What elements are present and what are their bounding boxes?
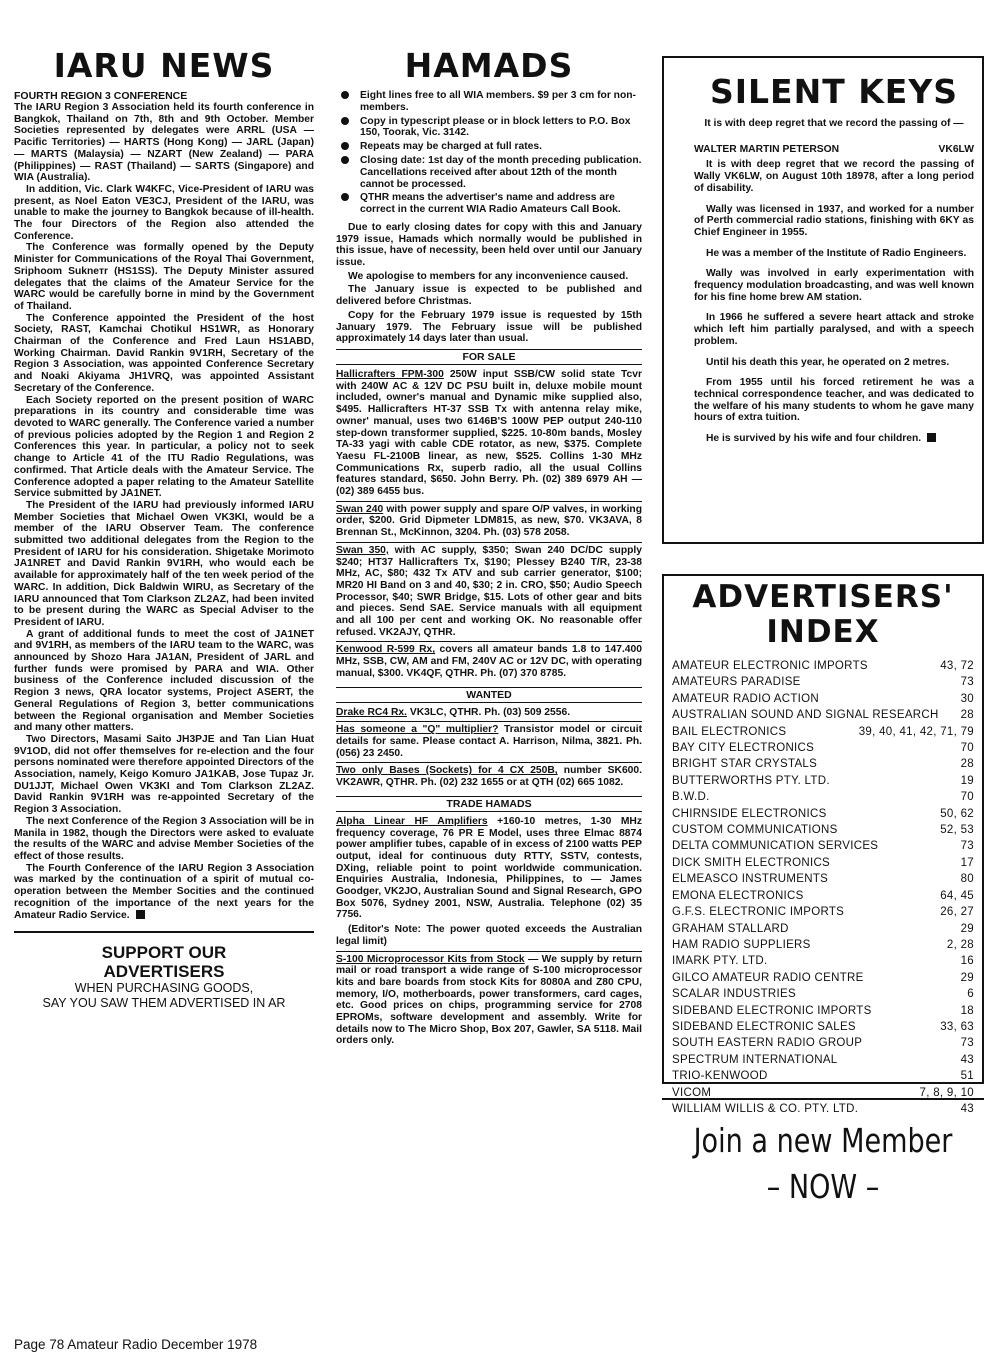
silent-keys-box xyxy=(662,56,984,544)
advertiser-row xyxy=(672,756,974,772)
bullet-icon xyxy=(341,156,349,164)
advertiser-pages: 80 xyxy=(960,873,974,886)
advertiser-name: SOUTH EASTERN RADIO GROUP xyxy=(672,1037,863,1050)
advertiser-name: GRAHAM STALLARD xyxy=(672,922,789,935)
right-column xyxy=(662,56,984,1210)
hamads-rule-text: QTHR means the advertiser's name and address are correct in the current WIA Radio Amateurs Call Book. xyxy=(360,192,621,216)
bullet-icon xyxy=(341,193,349,201)
obituary-paragraph: Wally was licensed in 1937, and worked for a number of Perth commercial radio stations, finishing with 6KY as Chief Engineer in 1955. xyxy=(694,203,974,238)
advertiser-name: AMATEUR ELECTRONIC IMPORTS xyxy=(672,660,868,672)
advertisers-list xyxy=(672,658,974,1117)
advertiser-pages: 6 xyxy=(967,988,974,1001)
advertiser-row xyxy=(672,740,974,756)
hamads-heading: HAMADS xyxy=(404,46,574,85)
hamads-notice: Due to early closing dates for copy with this and January 1979 issue, Hamads which normally would be published in this issue, have of necessity, been held over until our January issue. xyxy=(336,221,642,269)
classified-ad xyxy=(336,501,642,542)
advertiser-pages: 70 xyxy=(960,791,974,804)
join-member-banner xyxy=(691,1118,955,1210)
bullet-icon xyxy=(341,117,349,125)
advertiser-name: IMARK PTY. LTD. xyxy=(672,955,768,968)
advertiser-row xyxy=(672,691,974,707)
advertiser-pages: 18 xyxy=(960,1004,974,1017)
page-footer: Page 78 Amateur Radio December 1978 xyxy=(14,1337,258,1352)
advertiser-pages: 70 xyxy=(960,742,974,755)
advertiser-row xyxy=(672,871,974,887)
advertiser-name: AUSTRALIAN SOUND AND SIGNAL RESEARCH xyxy=(672,709,939,722)
wanted-header: WANTED xyxy=(336,687,642,703)
advertiser-name: SPECTRUM INTERNATIONAL xyxy=(672,1053,838,1066)
advertiser-row xyxy=(672,838,974,854)
ad-lead: Hallicrafters FPM-300 xyxy=(336,369,444,380)
advertiser-name: DICK SMITH ELECTRONICS xyxy=(672,856,831,869)
end-of-article-mark xyxy=(927,433,936,442)
obituary-name-row xyxy=(694,144,974,156)
advertiser-pages: 29 xyxy=(960,922,974,935)
advertiser-row xyxy=(672,937,974,953)
advertiser-name: SIDEBAND ELECTRONIC IMPORTS xyxy=(672,1004,872,1017)
iaru-paragraph: The Fourth Conference of the IARU Region 3 Association was marked by the continuation of a spirit of mutual co-operation between the Member Socities and the continued recognition of the importance of the next years for the Amateur Radio Service. xyxy=(14,862,314,921)
advertiser-pages: 29 xyxy=(960,971,974,984)
obituary-paragraph: It is with deep regret that we record the passing of Wally VK6LW, on August 10th 18978, after a long period of disability. xyxy=(694,159,974,194)
ad-lead: Kenwood R-599 Rx, xyxy=(336,644,436,656)
hamads-notices xyxy=(336,222,642,345)
ad-text: — We supply by return mail or road transport a wide range of S-100 microprocessor kits and bare boards from stock Kits for 8080A and Z80 CPU, memory, I/O, motherboards, power transformers, card cages, etc. Good prices on chips, programming service for 2708 EPROMs, software development and assembly. Write for details now to The Micro Shop, Box 207, Gawler, SA 5118. Mail orders only. xyxy=(336,953,642,1047)
end-of-article-mark xyxy=(136,910,145,919)
advertiser-row xyxy=(672,1035,974,1051)
advertiser-row xyxy=(672,904,974,920)
bullet-icon xyxy=(341,142,349,150)
advertiser-name: BRIGHT STAR CRYSTALS xyxy=(672,758,818,771)
classified-ad xyxy=(336,814,642,924)
classified-ad xyxy=(336,705,642,722)
advertiser-row xyxy=(672,1019,974,1035)
hamads-rule-item xyxy=(336,116,642,140)
hamads-rule-text: Eight lines free to all WIA members. $9 per 3 cm for non-members. xyxy=(360,90,636,113)
iaru-paragraph: The Conference was formally opened by the Deputy Minister for Communications of the Royal Thai Government, Sriphoom Sukneтr (HS1SS). The Deputy Minister assured delegates that the claims of the Amateur Service for the WARC would be carefully borne in mind by the Government of Thailand. xyxy=(14,242,314,312)
advertiser-pages: 73 xyxy=(960,1037,974,1050)
join-line-2: – NOW – xyxy=(766,1167,880,1206)
advertiser-row xyxy=(672,1068,974,1084)
classified-ad xyxy=(336,721,642,762)
advertiser-row xyxy=(672,986,974,1002)
iaru-paragraph: In addition, Vic. Clark W4KFC, Vice-President of IARU was present, as Noel Eaton VE3CJ, President of the IARU, was unable to make the journey to Bangkok because of ill-health. The four Directors of the Region also attended the Conference. xyxy=(14,183,314,242)
editors-note: (Editor's Note: The power quoted exceeds the Australian legal limit) xyxy=(336,924,642,947)
ad-text: Transistor model or circuit details for same. Please contact A. Harrison, Nilma, 3821. Ph. (056) 23 2450. xyxy=(336,724,643,759)
advertiser-row xyxy=(672,1003,974,1019)
obituary-paragraph: Wally was involved in early experimentation with frequency modulation broadcasting, and was well known for his fine home brew AM station. xyxy=(694,268,974,303)
advertiser-row xyxy=(672,921,974,937)
iaru-article-body xyxy=(14,102,314,921)
hamads-column xyxy=(336,48,642,1050)
advertiser-name: AMATEURS PARADISE xyxy=(672,676,801,689)
ad-text: covers all amateur bands 1.8 to 147.400 MHz, SSB, CW, AM and FM, 240V AC or 12V DC, with operating manual, $300. VK4QF, QTHR. Ph. (07) 370 8785. xyxy=(336,644,642,679)
hamads-rule-item xyxy=(336,141,642,153)
advertiser-pages: 50, 62 xyxy=(940,807,974,820)
advertiser-pages: 51 xyxy=(960,1070,974,1083)
advertiser-pages: 16 xyxy=(960,955,974,968)
hamads-rule-item xyxy=(336,155,642,190)
advertiser-row xyxy=(672,888,974,904)
advertiser-row xyxy=(672,1101,974,1117)
hamads-notice: Copy for the February 1979 issue is requested by 15th January 1979. The February issue will be published approximately 14 days later than usual. xyxy=(336,309,642,345)
advertiser-row xyxy=(672,970,974,986)
advertiser-name: EMONA ELECTRONICS xyxy=(672,889,804,902)
ad-lead: Swan 350, xyxy=(336,544,389,556)
advertisers-heading-line-1: ADVERTISERS' xyxy=(692,579,954,615)
advertiser-name: BUTTERWORTHS PTY. LTD. xyxy=(672,774,830,787)
advertiser-pages: 52, 53 xyxy=(940,824,974,837)
silent-keys-heading: SILENT KEYS xyxy=(709,72,958,111)
ad-text: 250W input SSB/CW solid state Tcvr with 240W AC & 12V DC PSU built in, deluxe mobile mount included, owner's manual and Dynamic mike supplied also, $495. Hallicrafters HT-37 SSB Tx with antenna relay mike, owner' manual, uses two 6146B'S 100W PEP output 240-110 step-down transformer supplied, $225. 10-80m bands, Mosley TA-33 yagi with cable CDE rotator, as new, $375. Complete Yaesu FL-2100B linear, as new, $525. Collins 1-30 MHz Communications Rx, superb radio, all the usual Collins features standard, $650. John Berry. Ph. (02) 389 6979 AH — (02) 389 6455 bus. xyxy=(336,369,642,498)
iaru-news-column xyxy=(14,48,314,1011)
for-sale-header: FOR SALE xyxy=(336,349,642,365)
ad-text: number SK600. VK2AWR, QTHR. Ph. (02) 232 1655 or at QTH (02) 665 1082. xyxy=(336,765,642,789)
iaru-paragraph: The IARU Region 3 Association held its fourth conference in Bangkok, Thailand on 7th, 8th and 9th October. Member Societies represented by delegates were ARRL (USA — Pacific Territories) — HARTS (Hong Kong) — JARL (Japan) — MARTS (Malaysia) — NZART (New Zealand) — PARA (Philippines) — RAST (Thailand) — SARTS (Singapore) and WIA (Australia). xyxy=(14,102,314,184)
ad-text: VK3LC, QTHR. Ph. (03) 509 2556. xyxy=(406,706,571,718)
advertiser-row xyxy=(672,773,974,789)
advertiser-row xyxy=(672,1052,974,1068)
support-line-4: SAY YOU SAW THEM ADVERTISED IN AR xyxy=(42,996,286,1011)
join-line-1: Join a new Member xyxy=(693,1121,953,1160)
divider xyxy=(14,931,314,933)
advertiser-name: GILCO AMATEUR RADIO CENTRE xyxy=(672,971,864,984)
wanted-list xyxy=(336,705,642,792)
iaru-paragraph: Two Directors, Masami Saito JH3PJE and Tan Lian Huat 9V1OD, did not offer themselves for re-election and the four persons nominated were therefore appointed Directors of the Association, namely, Keigo Komuro JA1KAB, Jose Tupaz Jr. DU1JJT, Michael Owen VK3KI and Tom Clarkson ZL2AZ. David Rankin 9V1RH was re-appointed Secretary of the Region 3 Association. xyxy=(14,733,314,816)
advertiser-row xyxy=(672,855,974,871)
classified-ad xyxy=(336,367,642,501)
advertiser-row xyxy=(672,822,974,838)
classified-ad xyxy=(336,542,642,642)
ad-text: with AC supply, $350; Swan 240 DC/DC supply $240; HT37 Hallicrafters Tx, $190; Plessey B240 T/R, 23-38 MHz, AC, $80; 432 Tx ATV and sub carrier generator, $100; MR20 HI Band on 3 and 40, $30; 2 in. CRO, $50; Audio Speech Processor, $40; SWR Bridge, $15. Lots of other gear and bits and pieces. Send SAE. Service manuals with all equipment and all 100 per cent and working OK. No reasonable offer refused. VK2AJY, QTHR. xyxy=(336,544,643,638)
ad-text: +160-10 metres, 1-30 MHz frequency coverage, 76 PR E Model, uses three Elmac 8874 power amplifier tubes, capable of in excess of 2100 watts PEP output, ideal for continuous duty RTTY, SSTV, contests, DXing, reliable point to point worldwide communication. Enquiries Australia, Indonesia, Philippines, to — James Goodger, VK2JO, Australian Sound and Signal Research, GPO Box 5076, Sydney 2001, NSW, Australia. Telephone (02) 35 7756. xyxy=(336,815,642,921)
advertiser-row xyxy=(672,707,974,723)
bullet-icon xyxy=(341,91,349,99)
advertiser-row xyxy=(672,953,974,969)
support-line-1: SUPPORT OUR xyxy=(101,943,227,963)
advertiser-name: TRIO-KENWOOD xyxy=(672,1070,768,1083)
advertiser-pages: 64, 45 xyxy=(940,889,974,902)
advertiser-name: CHIRNSIDE ELECTRONICS xyxy=(672,807,827,820)
advertiser-name: DELTA COMMUNICATION SERVICES xyxy=(672,840,879,853)
iaru-paragraph: The next Conference of the Region 3 Association will be in Manila in 1982, though the Directors were asked to evaluate the results of the WARC and advise Member Societies of the effect of those results. xyxy=(14,815,314,862)
silent-keys-intro: It is with deep regret that we record the passing of — xyxy=(704,118,964,129)
obituary-paragraph: From 1955 until his forced retirement he was a technical correspondence teacher, and was dedicated to the welfare of his many students to whom he gave many hours of extra tuition. xyxy=(694,377,974,424)
obituary-paragraph: Until his death this year, he operated on 2 metres. xyxy=(706,356,950,368)
obituary-paragraph: In 1966 he suffered a severe heart attack and stroke which left him partially paralysed, and with a speech problem. xyxy=(694,312,974,347)
classified-ad xyxy=(336,641,642,682)
advertiser-pages: 33, 63 xyxy=(940,1020,974,1033)
advertiser-pages: 30 xyxy=(960,692,974,705)
trade-hamads-header: TRADE HAMADS xyxy=(336,796,642,812)
obituary-paragraph: He was a member of the Institute of Radio Engineers. xyxy=(706,247,967,259)
advertiser-name: BAIL ELECTRONICS xyxy=(672,725,787,738)
advertiser-pages: 2, 28 xyxy=(946,938,974,951)
iaru-news-heading: IARU NEWS xyxy=(53,46,275,85)
advertiser-pages: 17 xyxy=(960,856,974,869)
advertiser-row xyxy=(672,658,974,674)
advertiser-name: ELMEASCO INSTRUMENTS xyxy=(672,873,829,886)
iaru-subheading: FOURTH REGION 3 CONFERENCE xyxy=(14,90,188,102)
ad-lead: Swan 240 xyxy=(336,503,384,515)
hamads-rule-item xyxy=(336,90,642,114)
advertiser-name: SIDEBAND ELECTRONIC SALES xyxy=(672,1020,856,1033)
iaru-paragraph: The President of the IARU had previously informed IARU Member Societies that Michael Owen VK3KI, would be a member of the IARU Observer Team. The conference submitted two additional delegates from the Region to the President of IARU for his consideration. Shigetake Morimoto JA1NRET and David Rankin 9V1RH, who would each be available for approximately half of the ten week period of the WARC. In addition, Dick Baldwin WIRU, as Secretary of the IARU announced that Tom Clarkson ZL2AZ, had been invited to be present during the WARC as Special Adviser to the President of IARU. xyxy=(14,499,314,628)
advertiser-pages: 43 xyxy=(960,1053,974,1066)
advertiser-name: SCALAR INDUSTRIES xyxy=(672,988,796,1001)
advertiser-pages: 7, 8, 9, 10 xyxy=(919,1086,974,1099)
advertiser-pages: 43, 72 xyxy=(940,660,974,672)
for-sale-list xyxy=(336,367,642,683)
hamads-notice: We apologise to members for any inconvenience caused. xyxy=(348,270,629,282)
obituary-name: WALTER MARTIN PETERSON xyxy=(694,143,840,155)
advertiser-pages: 73 xyxy=(960,840,974,853)
advertiser-row xyxy=(672,724,974,740)
support-advertisers-box xyxy=(14,943,314,1011)
advertiser-pages: 43 xyxy=(960,1102,974,1115)
advertiser-name: WILLIAM WILLIS & CO. PTY. LTD. xyxy=(672,1102,859,1115)
trade-hamads-list xyxy=(336,814,642,1050)
hamads-notice: The January issue is expected to be published and delivered before Christmas. xyxy=(336,284,642,308)
advertiser-name: HAM RADIO SUPPLIERS xyxy=(672,938,811,951)
iaru-paragraph: Each Society reported on the present position of WARC preparations in its country and considerable time was devoted to WARC generally. The Conference varied a number of previous policies adopted by the Region 1 and Region 2 Conferences this year. In particular, a policy not to seek change to Article 41 of the ITU Radio Regulations, was confirmed. That Article deals with the Amateur Service. The Conference adopted a paper relating to the Amateur Satellite Service submitted by JA1NET. xyxy=(14,394,314,500)
ad-lead: Has someone a "Q" multiplier? xyxy=(336,724,499,736)
advertiser-name: VICOM xyxy=(672,1086,712,1099)
classified-ad xyxy=(336,762,642,791)
advertiser-row xyxy=(672,789,974,805)
ad-lead: Two only Bases (Sockets) for 4 CX 250B, xyxy=(336,765,558,777)
advertiser-pages: 26, 27 xyxy=(940,906,974,919)
advertiser-name: BAY CITY ELECTRONICS xyxy=(672,742,815,755)
advertiser-pages: 28 xyxy=(960,758,974,771)
support-line-3: WHEN PURCHASING GOODS, xyxy=(74,981,254,996)
advertisers-heading-line-2: INDEX xyxy=(766,614,880,650)
advertiser-name: G.F.S. ELECTRONIC IMPORTS xyxy=(672,906,845,919)
ad-lead: Alpha Linear HF Amplifiers xyxy=(336,815,488,827)
obituary-paragraph: He is survived by his wife and four children. xyxy=(694,433,974,445)
hamads-rule-text: Copy in typescript please or in block letters to P.O. Box 150, Toorak, Vic. 3142. xyxy=(360,115,631,139)
advertiser-row xyxy=(672,674,974,690)
advertisers-index-box xyxy=(662,574,984,1115)
advertiser-pages: 19 xyxy=(960,774,974,787)
advertiser-name: AMATEUR RADIO ACTION xyxy=(672,692,819,705)
advertiser-name: B.W.D. xyxy=(672,791,710,804)
ad-lead: Drake RC4 Rx. xyxy=(336,706,407,718)
hamads-rule-text: Closing date: 1st day of the month preceding publication. Cancellations received after about 12th of the month cannot be processed. xyxy=(360,154,642,190)
support-line-2: ADVERTISERS xyxy=(103,962,225,982)
obituary-body xyxy=(694,159,974,444)
advertiser-pages: 28 xyxy=(960,709,974,722)
advertiser-pages: 39, 40, 41, 42, 71, 79 xyxy=(858,725,974,738)
iaru-paragraph: A grant of additional funds to meet the cost of JA1NET and 9V1RH, as members of the IARU team to the WARC, was announced by Shozo Hara JA1AN, President of JARL and further funds were promised by PARA and WIA. Other business of the Conference included discussion of the Region 3 news, QRA locator systems, Project ASERT, the General Regulations of Region 3, better communications between the Regional organisation and Member Societies and many other matters. xyxy=(14,628,314,734)
ad-text: with power supply and spare O/P valves, in working order, $200. Grid Dipmeter LDM815, as new, $70. VK3AVA, 8 Brennan St., McKinnon, 3204. Ph. (03) 578 2058. xyxy=(336,503,643,539)
hamads-rule-item xyxy=(336,192,642,216)
advertiser-row xyxy=(672,806,974,822)
iaru-paragraph: The Conference appointed the President of the host Society, RAST, Kamchai Chotikul HS1WR, as Honorary Chairman of the Conference and Fred Laun HS1ABD, Working Chairman. David Rankin 9V1RH, Secretary of the Region 3 Association, was appointed Conference Secretary and Noaki Akiyama JH1VRQ, was appointed Assistant Secretary of the Conference. xyxy=(14,312,314,394)
hamads-rules-list xyxy=(336,90,642,216)
hamads-rule-text: Repeats may be charged at full rates. xyxy=(360,141,542,153)
advertiser-name: CUSTOM COMMUNICATIONS xyxy=(672,824,838,837)
advertiser-pages: 73 xyxy=(960,676,974,689)
classified-ad xyxy=(336,951,642,1051)
obituary-callsign: VK6LW xyxy=(938,143,974,155)
ad-lead: S-100 Microprocessor Kits from Stock xyxy=(336,953,525,965)
